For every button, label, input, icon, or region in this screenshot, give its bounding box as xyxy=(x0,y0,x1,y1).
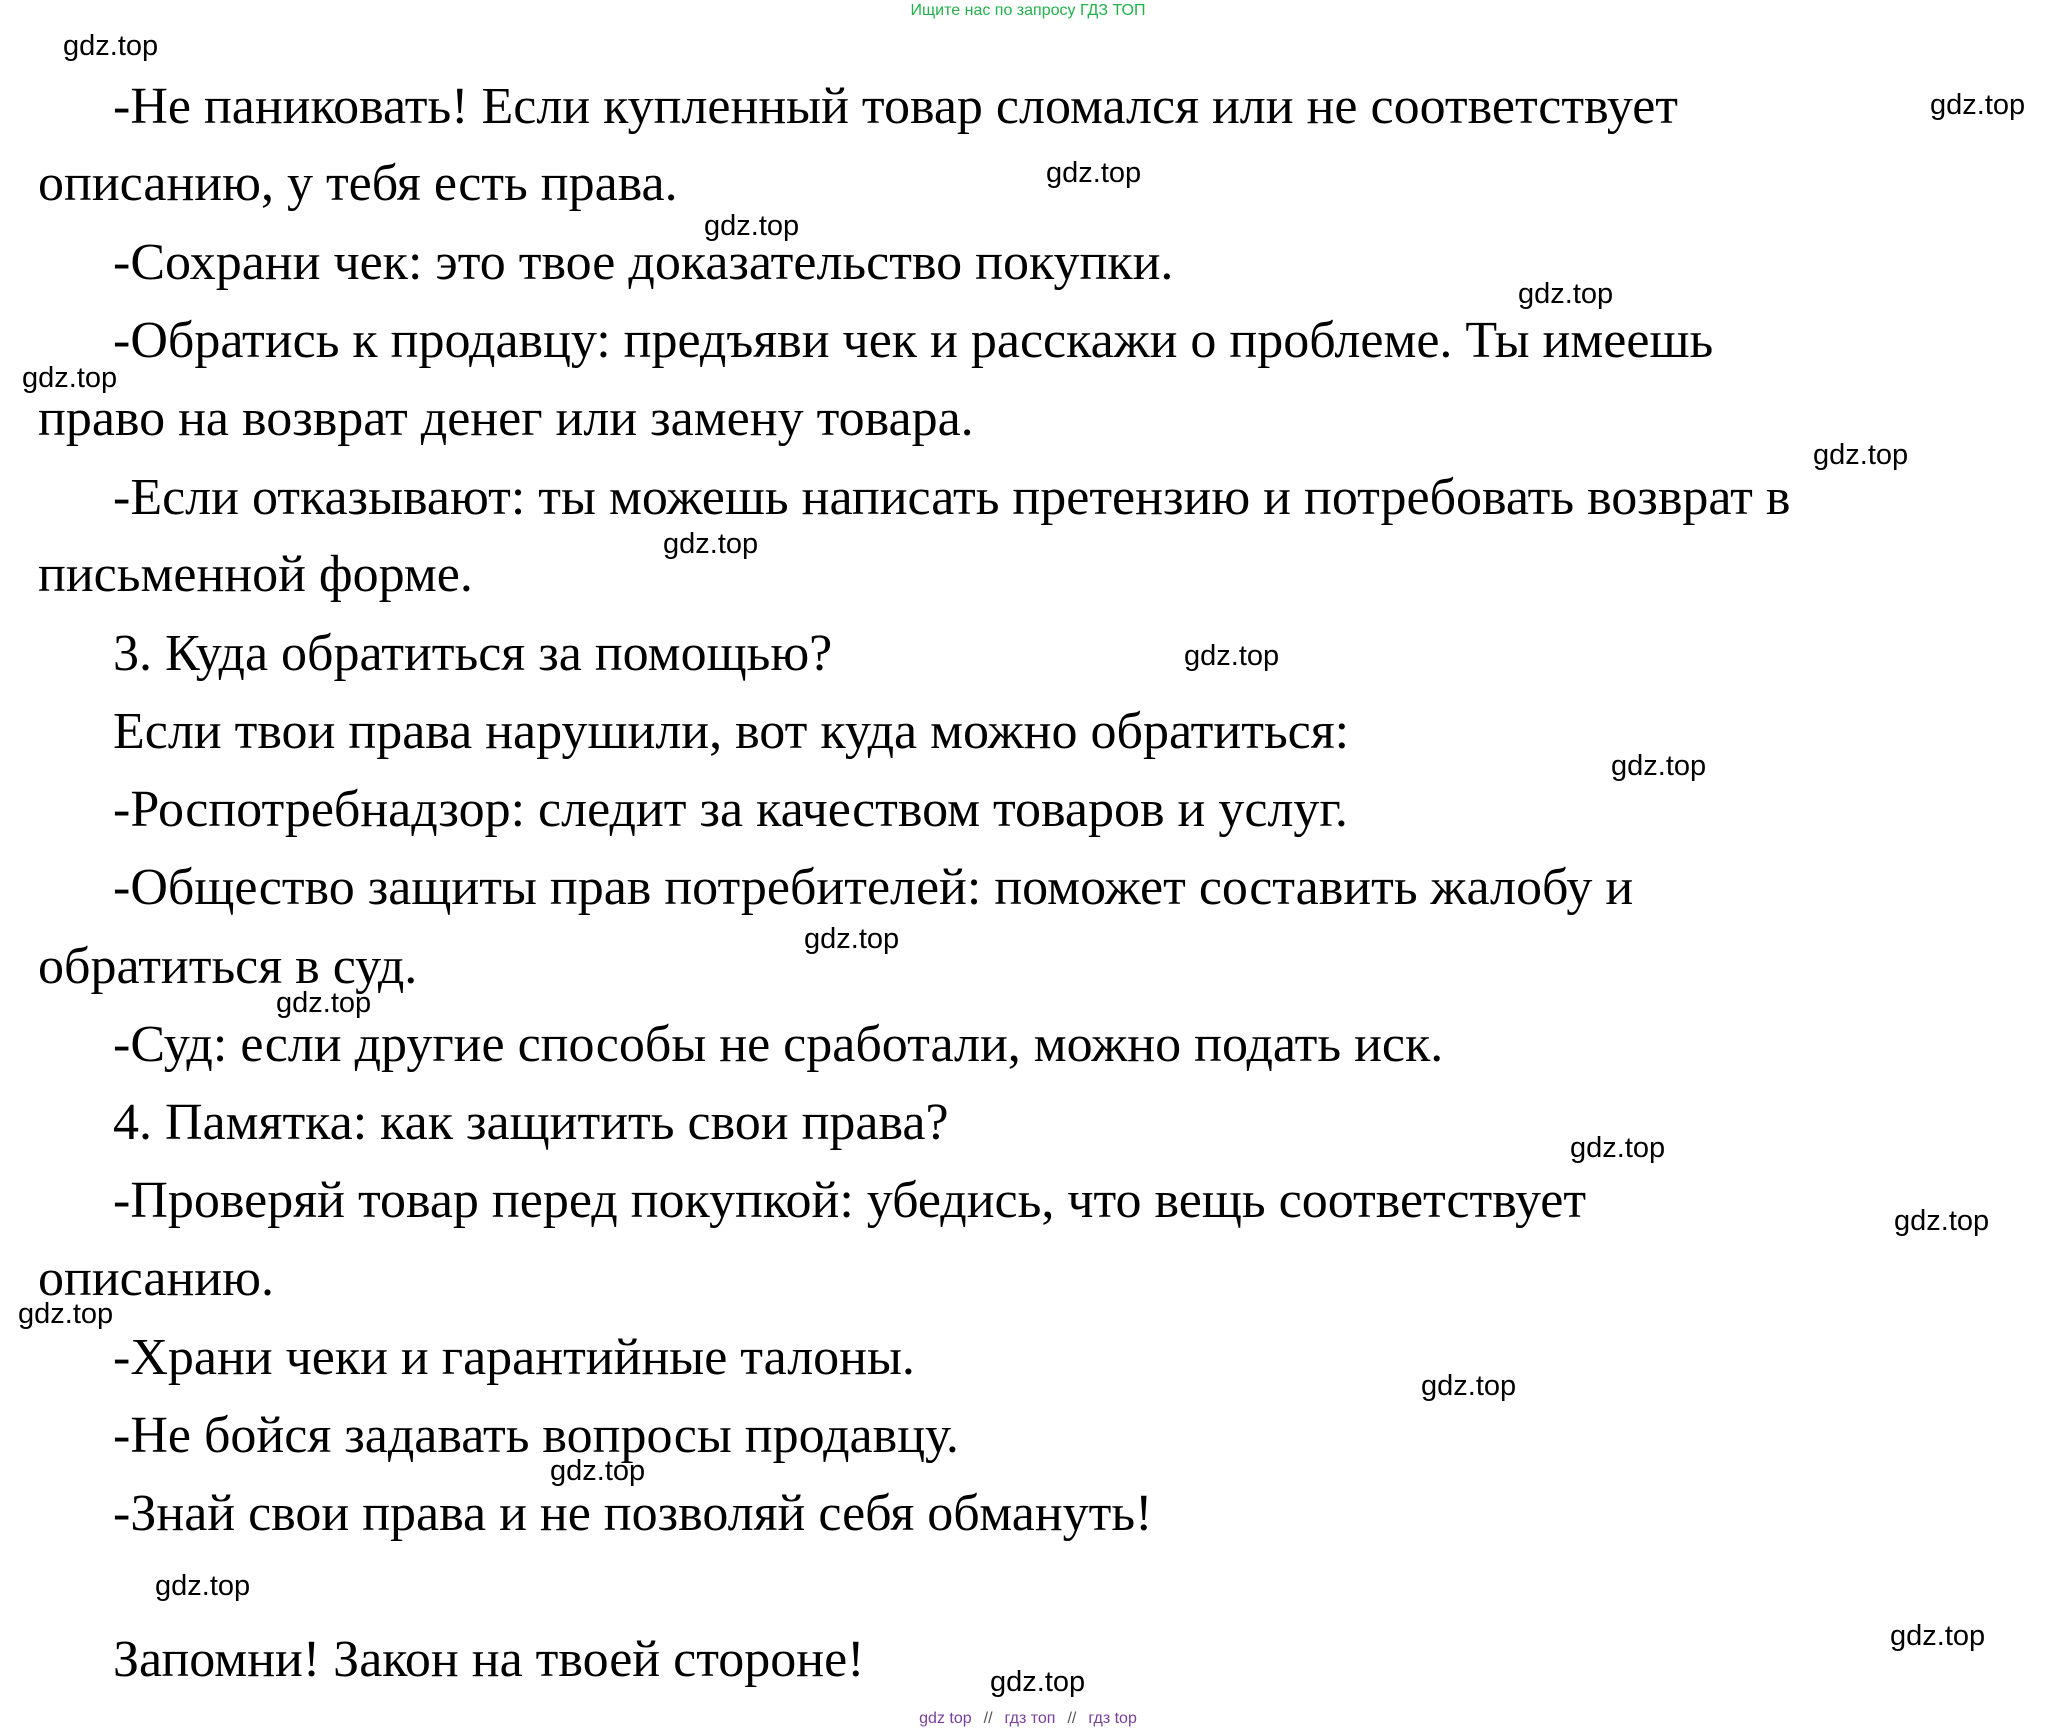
closing-line: Запомни! Закон на твоей стороне! xyxy=(113,1631,865,1688)
text-line: -Сохрани чек: это твое доказательство покупки. xyxy=(113,234,1174,291)
watermark: gdz.top xyxy=(1184,640,1280,672)
top-search-banner: Ищите нас по запросу ГДЗ ТОП xyxy=(910,2,1146,19)
text-line: -Если отказывают: ты можешь написать претензию и потребовать возврат в xyxy=(113,469,1791,526)
watermark: gdz.top xyxy=(1894,1205,1990,1237)
text-line: -Суд: если другие способы не сработали, можно подать иск. xyxy=(113,1016,1444,1073)
section-heading-3: 3. Куда обратиться за помощью? xyxy=(113,625,833,682)
text-line: описанию. xyxy=(38,1250,274,1307)
watermark: gdz.top xyxy=(18,1298,114,1330)
text-line: -Обратись к продавцу: предъяви чек и расскажи о проблеме. Ты имеешь xyxy=(113,312,1714,369)
watermark: gdz.top xyxy=(276,987,372,1019)
watermark: gdz.top xyxy=(63,30,159,62)
text-line: -Общество защиты прав потребителей: поможет составить жалобу и xyxy=(113,859,1634,916)
section-heading-4: 4. Памятка: как защитить свои права? xyxy=(113,1094,949,1151)
footer-link[interactable]: гдз top xyxy=(1088,1710,1137,1727)
watermark: gdz.top xyxy=(1930,89,2026,121)
footer-link[interactable]: gdz top xyxy=(919,1710,972,1727)
text-line: -Храни чеки и гарантийные талоны. xyxy=(113,1329,915,1386)
watermark: gdz.top xyxy=(22,362,118,394)
text-line: Если твои права нарушили, вот куда можно обратиться: xyxy=(113,703,1350,760)
watermark: gdz.top xyxy=(1813,439,1909,471)
watermark: gdz.top xyxy=(1570,1132,1666,1164)
watermark: gdz.top xyxy=(1046,157,1142,189)
footer-links xyxy=(0,1710,2056,1728)
text-line: обратиться в суд. xyxy=(38,938,418,995)
text-line: -Не паниковать! Если купленный товар сломался или не соответствует xyxy=(113,78,1679,135)
watermark: gdz.top xyxy=(550,1455,646,1487)
footer-separator: // xyxy=(1067,1710,1077,1727)
text-line: описанию, у тебя есть права. xyxy=(38,155,678,212)
footer-link[interactable]: гдз топ xyxy=(1004,1710,1056,1727)
text-line: -Знай свои права и не позволяй себя обмануть! xyxy=(113,1485,1153,1542)
footer-separator: // xyxy=(983,1710,993,1727)
watermark: gdz.top xyxy=(1611,750,1707,782)
text-line: -Проверяй товар перед покупкой: убедись, что вещь соответствует xyxy=(113,1172,1587,1229)
watermark: gdz.top xyxy=(1421,1370,1517,1402)
text-line: письменной форме. xyxy=(38,546,473,603)
watermark: gdz.top xyxy=(1518,278,1614,310)
text-line: -Не бойся задавать вопросы продавцу. xyxy=(113,1407,959,1464)
watermark: gdz.top xyxy=(155,1570,251,1602)
watermark: gdz.top xyxy=(990,1666,1086,1698)
watermark: gdz.top xyxy=(804,923,900,955)
watermark: gdz.top xyxy=(1890,1620,1986,1652)
text-line: право на возврат денег или замену товара. xyxy=(38,390,974,447)
watermark: gdz.top xyxy=(704,210,800,242)
text-line: -Роспотребнадзор: следит за качеством товаров и услуг. xyxy=(113,781,1348,838)
watermark: gdz.top xyxy=(663,528,759,560)
